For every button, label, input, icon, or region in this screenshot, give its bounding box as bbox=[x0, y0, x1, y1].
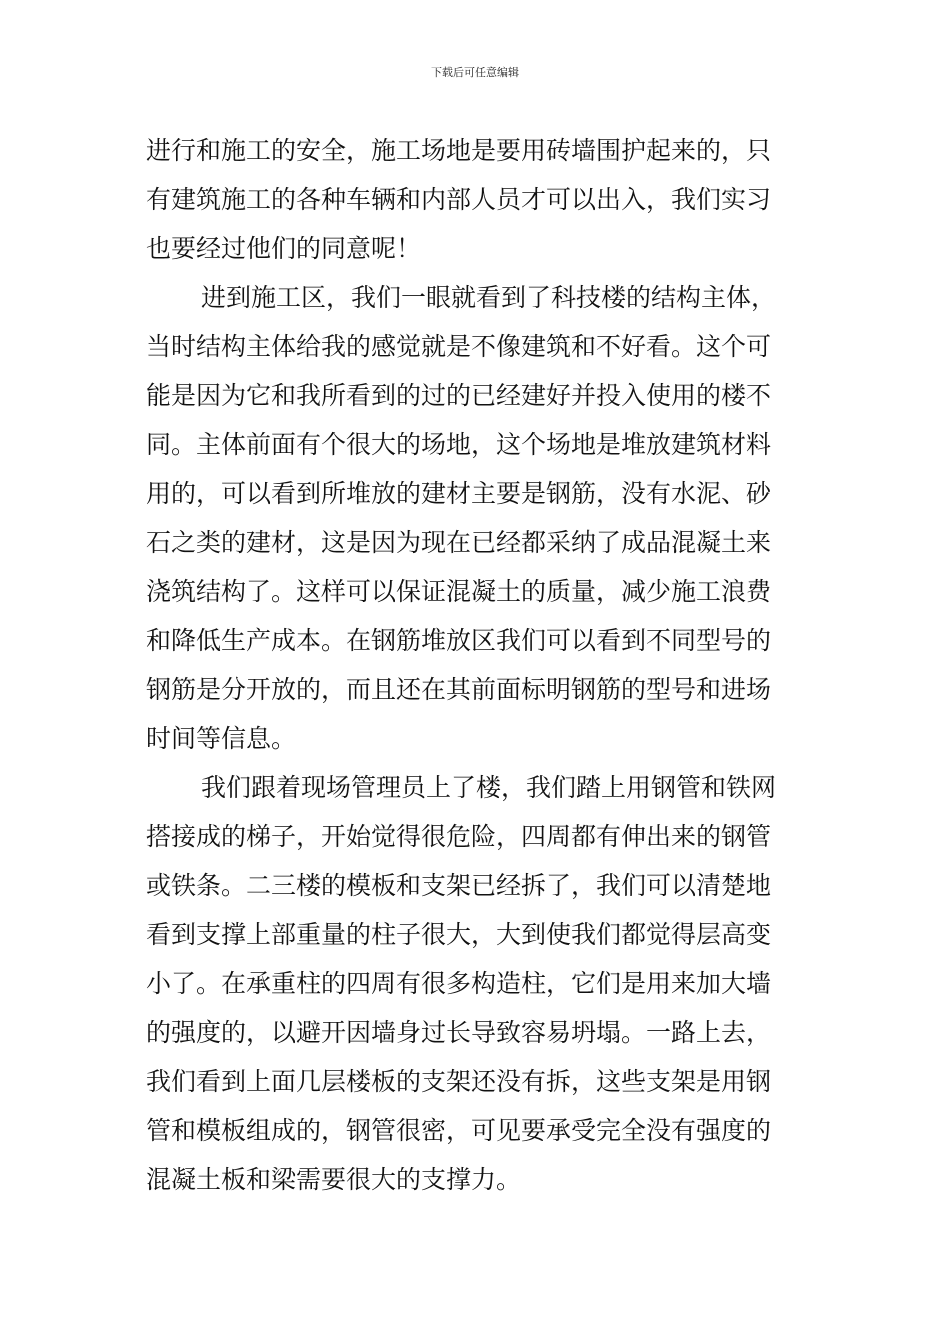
paragraph bbox=[146, 763, 806, 1204]
text-line: 进行和施工的安全，施工场地是要用砖墙围护起来的，只 bbox=[146, 136, 772, 165]
text-line: 浇筑结构了。这样可以保证混凝土的质量，减少施工浪费 bbox=[146, 577, 772, 606]
text-line: 看到支撑上部重量的柱子很大，大到使我们都觉得层高变 bbox=[146, 920, 772, 949]
text-line: 钢筋是分开放的，而且还在其前面标明钢筋的型号和进场 bbox=[146, 675, 772, 704]
text-line: 搭接成的梯子，开始觉得很危险，四周都有伸出来的钢管 bbox=[146, 822, 772, 851]
text-line: 和降低生产成本。在钢筋堆放区我们可以看到不同型号的 bbox=[146, 626, 772, 655]
text-line: 能是因为它和我所看到的过的已经建好并投入使用的楼不 bbox=[146, 381, 772, 410]
paragraph bbox=[146, 273, 806, 763]
page-header: 下载后可任意编辑 bbox=[431, 66, 519, 79]
text-line: 时间等信息。 bbox=[146, 724, 297, 753]
text-line: 管和模板组成的，钢管很密，可见要承受完全没有强度的 bbox=[146, 1116, 772, 1145]
text-line: 的强度的，以避开因墙身过长导致容易坍塌。一路上去， bbox=[146, 1018, 772, 1047]
text-line: 石之类的建材，这是因为现在已经都采纳了成品混凝土来 bbox=[146, 528, 772, 557]
document-body bbox=[146, 126, 806, 1204]
text-line: 我们跟着现场管理员上了楼，我们踏上用钢管和铁网 bbox=[201, 773, 777, 802]
text-line: 或铁条。二三楼的模板和支架已经拆了，我们可以清楚地 bbox=[146, 871, 772, 900]
text-line: 小了。在承重柱的四周有很多构造柱，它们是用来加大墙 bbox=[146, 969, 772, 998]
text-line: 我们看到上面几层楼板的支架还没有拆，这些支架是用钢 bbox=[146, 1067, 772, 1096]
paragraph bbox=[146, 126, 806, 273]
text-line: 同。主体前面有个很大的场地，这个场地是堆放建筑材料 bbox=[146, 430, 772, 459]
text-line: 有建筑施工的各种车辆和内部人员才可以出入，我们实习 bbox=[146, 185, 772, 214]
text-line: 混凝土板和梁需要很大的支撑力。 bbox=[146, 1165, 522, 1194]
text-line: 用的，可以看到所堆放的建材主要是钢筋，没有水泥、砂 bbox=[146, 479, 772, 508]
text-line: 进到施工区，我们一眼就看到了科技楼的结构主体， bbox=[201, 283, 777, 312]
text-line: 当时结构主体给我的感觉就是不像建筑和不好看。这个可 bbox=[146, 332, 772, 361]
text-line: 也要经过他们的同意呢！ bbox=[146, 234, 422, 263]
